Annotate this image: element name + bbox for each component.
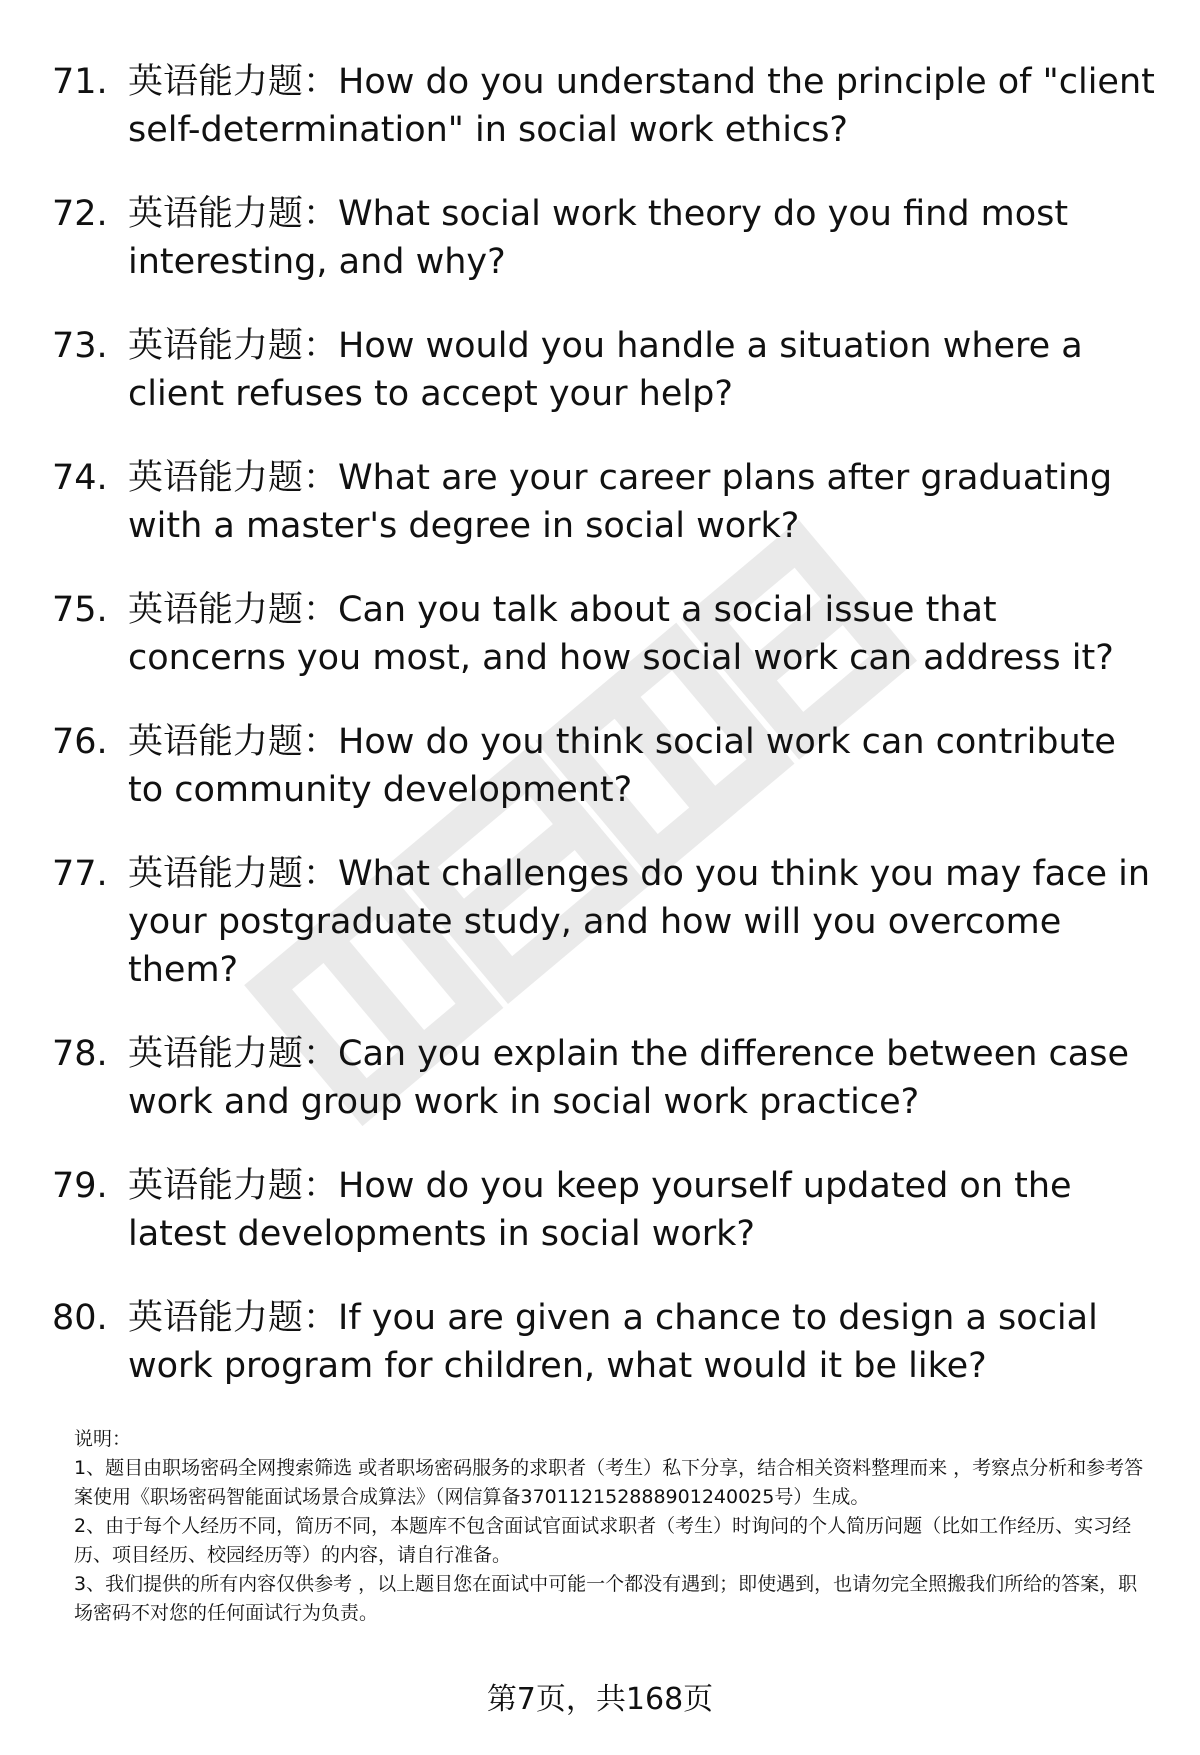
question-number: 77.	[52, 854, 108, 894]
question-item	[52, 850, 1160, 994]
question-tag: 英语能力题：	[128, 1298, 339, 1338]
question-number: 76.	[52, 722, 108, 762]
question-text: If you are given a chance to design a social work program for children, what would it be like?	[128, 1298, 1098, 1386]
question-list	[52, 58, 1160, 1426]
question-tag: 英语能力题：	[128, 62, 339, 102]
question-number: 74.	[52, 458, 108, 498]
question-item	[52, 586, 1160, 682]
note-item: 3、我们提供的所有内容仅供参考 ，以上题目您在面试中可能一个都没有遇到；即使遇到，也请勿完全照搬我们所给的答案，职场密码不对您的任何面试行为负责。	[74, 1573, 1138, 1624]
question-tag: 英语能力题：	[128, 458, 339, 498]
question-item	[52, 1162, 1160, 1258]
question-number: 78.	[52, 1034, 108, 1074]
question-body	[128, 58, 1160, 154]
question-tag: 英语能力题：	[128, 1166, 339, 1206]
note-item: 2、由于每个人经历不同，简历不同，本题库不包含面试官面试求职者（考生）时询问的个人简历问题（比如工作经历、实习经历、项目经历、校园经历等）的内容，请自行准备。	[74, 1515, 1132, 1566]
question-text: How do you keep yourself updated on the latest developments in social work?	[128, 1166, 1072, 1254]
question-body	[128, 322, 1160, 418]
question-text: What challenges do you think you may face in your postgraduate study, and how will you overcome them?	[128, 854, 1151, 990]
question-body	[128, 1294, 1160, 1390]
question-number: 80.	[52, 1298, 108, 1338]
question-body	[128, 454, 1160, 550]
question-body	[128, 850, 1160, 994]
question-tag: 英语能力题：	[128, 1034, 339, 1074]
question-tag: 英语能力题：	[128, 722, 339, 762]
question-number: 75.	[52, 590, 108, 630]
note-item: 1、题目由职场密码全网搜索筛选 或者职场密码服务的求职者（考生）私下分享，结合相关资料整理而来 ，考察点分析和参考答案使用《职场密码智能面试场景合成算法》（网信算备370112152888901240025号）生成。	[74, 1457, 1144, 1508]
question-text: Can you explain the difference between case work and group work in social work practice?	[128, 1034, 1130, 1122]
question-tag: 英语能力题：	[128, 854, 339, 894]
question-body	[128, 190, 1160, 286]
question-text: How do you understand the principle of "client self-determination" in social work ethics?	[128, 62, 1155, 150]
notes-heading: 说明：	[74, 1428, 132, 1450]
question-number: 79.	[52, 1166, 108, 1206]
question-tag: 英语能力题：	[128, 194, 339, 234]
question-text: How would you handle a situation where a client refuses to accept your help?	[128, 326, 1083, 414]
question-item	[52, 1030, 1160, 1126]
question-item	[52, 58, 1160, 154]
question-text: Can you talk about a social issue that concerns you most, and how social work can address it?	[128, 590, 1114, 678]
question-item	[52, 190, 1160, 286]
question-number: 72.	[52, 194, 108, 234]
question-text: What social work theory do you find most interesting, and why?	[128, 194, 1069, 282]
question-body	[128, 1030, 1160, 1126]
question-text: What are your career plans after graduating with a master's degree in social work?	[128, 458, 1113, 546]
notes-section	[74, 1425, 1144, 1628]
question-tag: 英语能力题：	[128, 326, 339, 366]
question-body	[128, 718, 1160, 814]
question-number: 73.	[52, 326, 108, 366]
question-body	[128, 1162, 1160, 1258]
question-item	[52, 718, 1160, 814]
question-body	[128, 586, 1160, 682]
question-tag: 英语能力题：	[128, 590, 339, 630]
question-item	[52, 454, 1160, 550]
question-item	[52, 1294, 1160, 1390]
question-item	[52, 322, 1160, 418]
question-text: How do you think social work can contribute to community development?	[128, 722, 1116, 810]
question-number: 71.	[52, 62, 108, 102]
page-number-footer: 第7页，共168页	[486, 1682, 714, 1717]
